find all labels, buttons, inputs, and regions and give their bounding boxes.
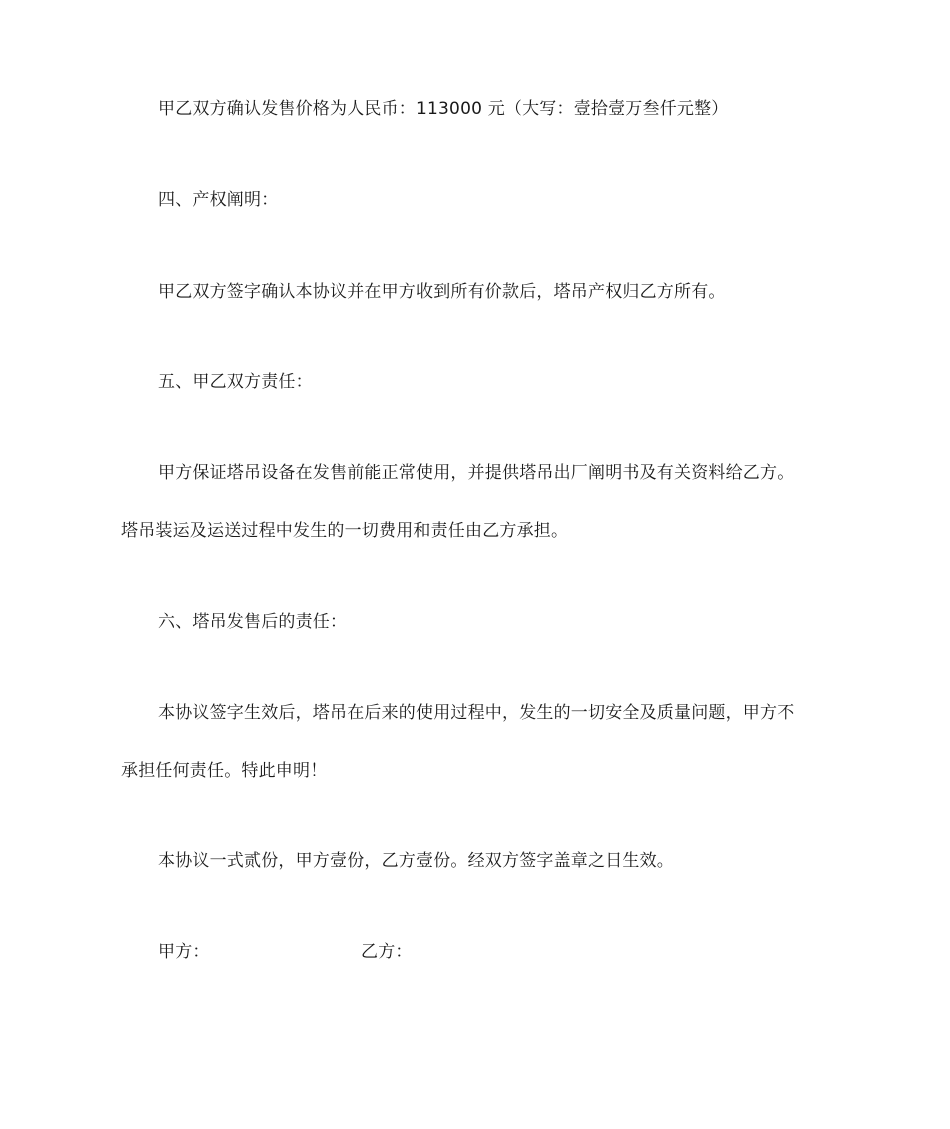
section-6-body-line-2: 承担任何责任。特此申明！ (121, 761, 328, 781)
section-5-body-line-2: 塔吊装运及运送过程中发生的一切费用和责任由乙方承担。 (121, 521, 569, 541)
copies-line: 本协议一式贰份，甲方壹份，乙方壹份。经双方签字盖章之日生效。 (158, 851, 674, 871)
section-6-heading: 六、塔吊发售后的责任： (158, 612, 348, 632)
section-5-heading: 五、甲乙双方责任： (158, 372, 313, 392)
section-5-body-line-1: 甲方保证塔吊设备在发售前能正常使用，并提供塔吊出厂阐明书及有关资料给乙方。 (158, 463, 795, 483)
party-b-signature-label: 乙方： (361, 942, 413, 962)
section-4-heading: 四、产权阐明： (158, 190, 279, 210)
price-line: 甲乙双方确认发售价格为人民币：113000 元（大写：壹拾壹万叁仟元整） (158, 99, 729, 119)
party-a-signature-label: 甲方： (158, 942, 210, 962)
section-4-body: 甲乙双方签字确认本协议并在甲方收到所有价款后，塔吊产权归乙方所有。 (158, 282, 726, 302)
section-6-body-line-1: 本协议签字生效后，塔吊在后来的使用过程中，发生的一切安全及质量问题，甲方不 (158, 703, 795, 723)
